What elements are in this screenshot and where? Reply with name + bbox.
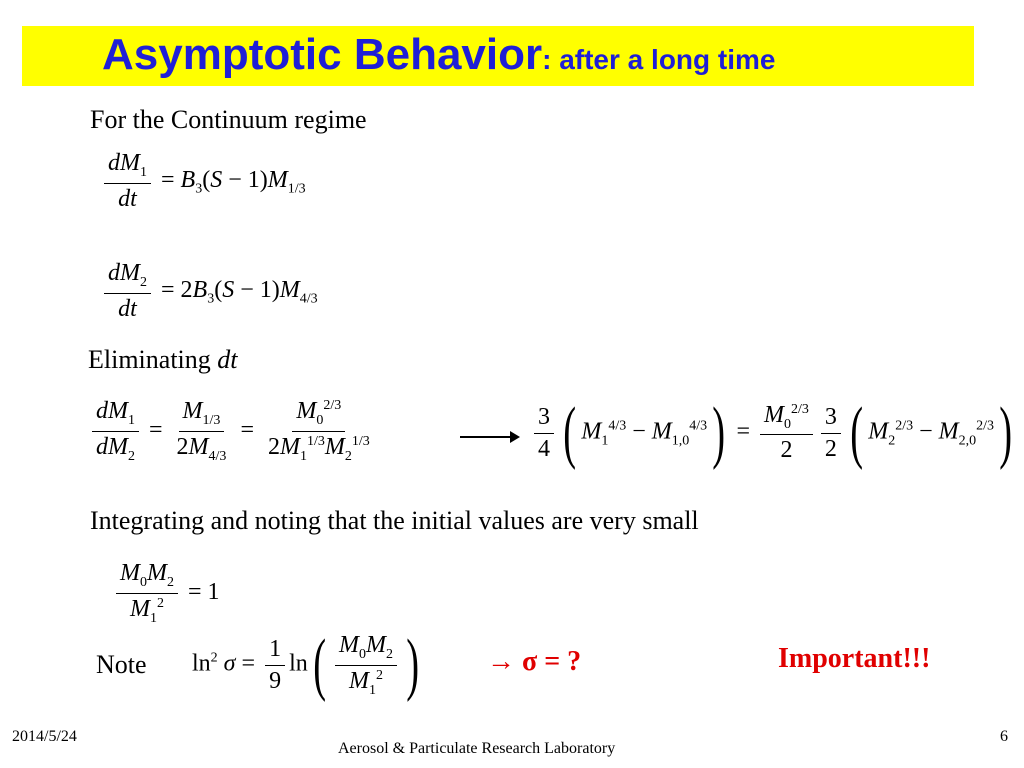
important-label: Important!!!: [778, 643, 931, 674]
implies-arrow: [460, 436, 518, 438]
slide-title: [102, 30, 775, 80]
equation-sigma: $\ln^2 \sigma$ = $\frac{1}{9}$ ln( $\frac{M_0M_2}{M_1^2}$ ): [192, 626, 420, 703]
eliminating-heading: [88, 345, 238, 375]
title-sub: : after a long time: [542, 44, 776, 75]
equation-moment-product: $\frac{M_0M_2}{M_1^2}$ = 1: [112, 560, 220, 627]
sigma-question: → σ = ?: [487, 646, 582, 677]
equation-dm2-dt: $\frac{dM_2}{dt}$ = $2B_3(S - 1)M_{4/3}$: [100, 260, 318, 323]
continuum-heading: For the Continuum regime: [90, 105, 367, 134]
eliminating-text: Eliminating: [88, 345, 211, 374]
footer-date: 2014/5/24: [12, 728, 77, 745]
footer-lab: Aerosol & Particulate Research Laboratory: [338, 740, 616, 757]
equation-integrated-ratio: $\frac{3}{4}$ ( $M_1^{4/3} - M_{1,0}^{4/3}$) = $\frac{M_0^{2/3}}{2}$ $\frac{3}{2}$ ( $M_2^{2/3} - M_{2,0}^{2/3}$): [530, 398, 1017, 468]
page-number: 6: [1000, 728, 1008, 745]
eliminating-variable: dt: [217, 345, 238, 374]
equation-ratio: $\frac{dM_1}{dM_2}$ = $\frac{M_{1/3}}{2M_{4/3}}$ = $\frac{M_0^{2/3}}{2M_1^{1/3}M_2^{1/3}}$: [88, 398, 378, 465]
equation-dm1-dt: $\frac{dM_1}{dt}$ = $B_3(S - 1)M_{1/3}$: [100, 150, 306, 213]
note-label: Note: [96, 650, 147, 679]
integrating-heading: Integrating and noting that the initial values are very small: [90, 506, 699, 535]
title-main: Asymptotic Behavior: [102, 30, 543, 79]
